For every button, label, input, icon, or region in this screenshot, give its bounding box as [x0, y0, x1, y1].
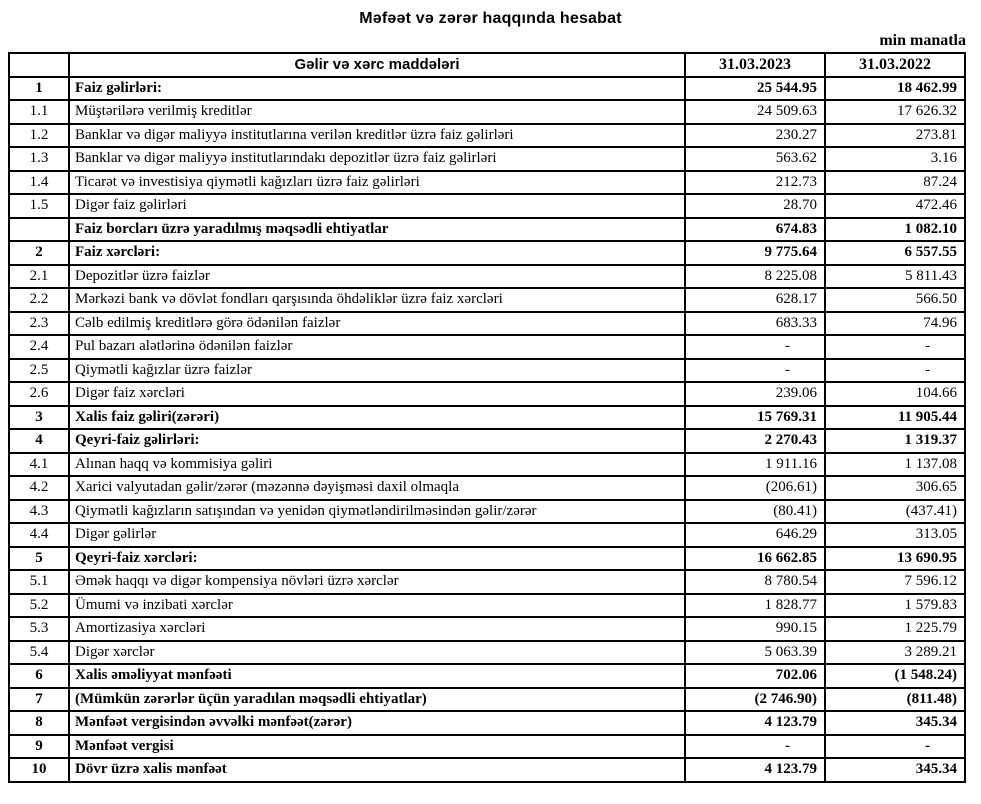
table-row [9, 124, 965, 148]
table-row [9, 570, 965, 594]
row-value-2023: 5 063.39 [685, 641, 825, 665]
row-value-2022: (1 548.24) [825, 664, 965, 688]
row-value-2023: 24 509.63 [685, 100, 825, 124]
unit-note: min manatla [879, 32, 966, 49]
table-row [9, 100, 965, 124]
table-row [9, 218, 965, 242]
table-row [9, 265, 965, 289]
row-number: 4.4 [9, 523, 69, 547]
row-value-2023: 9 775.64 [685, 241, 825, 265]
row-number: 1.2 [9, 124, 69, 148]
row-number: 1.5 [9, 194, 69, 218]
row-value-2022: 3.16 [825, 147, 965, 171]
row-number: 10 [9, 758, 69, 782]
row-value-2023: (206.61) [685, 476, 825, 500]
table-row [9, 312, 965, 336]
row-number: 2.5 [9, 359, 69, 383]
row-value-2023: 28.70 [685, 194, 825, 218]
row-item-label: Mərkəzi bank və dövlət fondları qarşısında öhdəliklər üzrə faiz xərcləri [69, 288, 685, 312]
row-item-label: Amortizasiya xərcləri [69, 617, 685, 641]
row-value-2023: 230.27 [685, 124, 825, 148]
row-item-label: Əmək haqqı və digər kompensiya növləri üzrə xərclər [69, 570, 685, 594]
row-value-2023: 1 828.77 [685, 594, 825, 618]
row-value-2023: 628.17 [685, 288, 825, 312]
row-number: 4.3 [9, 500, 69, 524]
table-row [9, 429, 965, 453]
row-value-2022: 1 225.79 [825, 617, 965, 641]
row-value-2022: 7 596.12 [825, 570, 965, 594]
row-value-2023: - [685, 735, 825, 759]
row-value-2023: 25 544.95 [685, 77, 825, 101]
row-number: 4.1 [9, 453, 69, 477]
row-value-2023: - [685, 359, 825, 383]
row-value-2022: 1 137.08 [825, 453, 965, 477]
income-statement-table [8, 52, 966, 783]
table-row [9, 359, 965, 383]
table-row [9, 453, 965, 477]
row-item-label: Faiz borcları üzrə yaradılmış məqsədli ehtiyatlar [69, 218, 685, 242]
row-value-2022: - [825, 735, 965, 759]
table-row [9, 735, 965, 759]
row-value-2023: 16 662.85 [685, 547, 825, 571]
row-number: 2.3 [9, 312, 69, 336]
row-value-2023: 646.29 [685, 523, 825, 547]
header-row [9, 53, 965, 77]
row-number: 2 [9, 241, 69, 265]
row-value-2022: 3 289.21 [825, 641, 965, 665]
row-number: 3 [9, 406, 69, 430]
row-value-2023: 15 769.31 [685, 406, 825, 430]
row-item-label: Qeyri-faiz gəlirləri: [69, 429, 685, 453]
row-item-label: Mənfəət vergisindən əvvəlki mənfəət(zərər) [69, 711, 685, 735]
row-value-2023: 239.06 [685, 382, 825, 406]
row-item-label: Qiymətli kağızlar üzrə faizlər [69, 359, 685, 383]
header-number-column [9, 53, 69, 77]
table-row [9, 500, 965, 524]
table-row [9, 194, 965, 218]
row-value-2023: 8 780.54 [685, 570, 825, 594]
table-row [9, 288, 965, 312]
table-row [9, 758, 965, 782]
row-value-2022: 566.50 [825, 288, 965, 312]
row-value-2022: (811.48) [825, 688, 965, 712]
table-row [9, 688, 965, 712]
row-item-label: Cəlb edilmiş kreditlərə görə ödənilən faizlər [69, 312, 685, 336]
row-value-2022: 5 811.43 [825, 265, 965, 289]
row-item-label: (Mümkün zərərlər üçün yaradılan məqsədli ehtiyatlar) [69, 688, 685, 712]
table-row [9, 617, 965, 641]
row-item-label: Ümumi və inzibati xərclər [69, 594, 685, 618]
row-item-label: Digər xərclər [69, 641, 685, 665]
row-item-label: Xarici valyutadan gəlir/zərər (məzənnə dəyişməsi daxil olmaqla [69, 476, 685, 500]
row-value-2023: (80.41) [685, 500, 825, 524]
row-value-2022: 313.05 [825, 523, 965, 547]
table-row [9, 641, 965, 665]
row-value-2022: 1 319.37 [825, 429, 965, 453]
row-number: 5.3 [9, 617, 69, 641]
table-row [9, 594, 965, 618]
row-item-label: Depozitlər üzrə faizlər [69, 265, 685, 289]
row-value-2022: 87.24 [825, 171, 965, 195]
table-row [9, 335, 965, 359]
row-value-2022: 472.46 [825, 194, 965, 218]
row-item-label: Banklar və digər maliyyə institutlarına verilən kreditlər üzrə faiz gəlirləri [69, 124, 685, 148]
row-value-2022: 6 557.55 [825, 241, 965, 265]
table-body [9, 77, 965, 782]
row-number: 5.2 [9, 594, 69, 618]
row-number: 2.4 [9, 335, 69, 359]
row-item-label: Xalis faiz gəliri(zərəri) [69, 406, 685, 430]
header-items-column: Gəlir və xərc maddələri [69, 53, 685, 77]
row-number [9, 218, 69, 242]
row-value-2022: (437.41) [825, 500, 965, 524]
row-item-label: Dövr üzrə xalis mənfəət [69, 758, 685, 782]
row-item-label: Digər gəlirlər [69, 523, 685, 547]
row-item-label: Qeyri-faiz xərcləri: [69, 547, 685, 571]
row-number: 1.1 [9, 100, 69, 124]
row-value-2022: - [825, 335, 965, 359]
row-number: 5 [9, 547, 69, 571]
row-number: 6 [9, 664, 69, 688]
header-date-2023: 31.03.2023 [685, 53, 825, 77]
row-item-label: Pul bazarı alətlərinə ödənilən faizlər [69, 335, 685, 359]
table-row [9, 171, 965, 195]
table-row [9, 77, 965, 101]
row-item-label: Alınan haqq və kommisiya gəliri [69, 453, 685, 477]
row-number: 1.4 [9, 171, 69, 195]
row-number: 2.2 [9, 288, 69, 312]
row-value-2022: - [825, 359, 965, 383]
table-row [9, 406, 965, 430]
row-item-label: Qiymətli kağızların satışından və yenidən qiymətləndirilməsindən gəlir/zərər [69, 500, 685, 524]
row-value-2022: 17 626.32 [825, 100, 965, 124]
row-value-2023: 2 270.43 [685, 429, 825, 453]
table-row [9, 547, 965, 571]
row-item-label: Müştərilərə verilmiş kreditlər [69, 100, 685, 124]
header-date-2022: 31.03.2022 [825, 53, 965, 77]
page-title: Məfəət və zərər haqqında hesabat [359, 10, 622, 27]
row-item-label: Faiz gəlirləri: [69, 77, 685, 101]
row-number: 9 [9, 735, 69, 759]
row-number: 2.1 [9, 265, 69, 289]
row-number: 7 [9, 688, 69, 712]
row-item-label: Banklar və digər maliyyə institutlarındakı depozitlər üzrə faiz gəlirləri [69, 147, 685, 171]
row-number: 2.6 [9, 382, 69, 406]
row-value-2023: 990.15 [685, 617, 825, 641]
row-item-label: Xalis əməliyyat mənfəəti [69, 664, 685, 688]
table-row [9, 382, 965, 406]
row-item-label: Mənfəət vergisi [69, 735, 685, 759]
row-value-2023: 563.62 [685, 147, 825, 171]
row-value-2023: 4 123.79 [685, 711, 825, 735]
row-number: 4 [9, 429, 69, 453]
row-value-2022: 104.66 [825, 382, 965, 406]
table-row [9, 241, 965, 265]
row-value-2022: 273.81 [825, 124, 965, 148]
row-value-2022: 306.65 [825, 476, 965, 500]
row-number: 5.4 [9, 641, 69, 665]
row-item-label: Faiz xərcləri: [69, 241, 685, 265]
row-item-label: Digər faiz gəlirləri [69, 194, 685, 218]
row-value-2022: 13 690.95 [825, 547, 965, 571]
row-value-2023: 702.06 [685, 664, 825, 688]
row-value-2023: 8 225.08 [685, 265, 825, 289]
row-value-2023: 674.83 [685, 218, 825, 242]
table-row [9, 147, 965, 171]
row-value-2022: 345.34 [825, 711, 965, 735]
row-value-2022: 18 462.99 [825, 77, 965, 101]
row-item-label: Ticarət və investisiya qiymətli kağızları üzrə faiz gəlirləri [69, 171, 685, 195]
row-value-2023: 683.33 [685, 312, 825, 336]
row-value-2023: 1 911.16 [685, 453, 825, 477]
table-row [9, 711, 965, 735]
row-value-2022: 74.96 [825, 312, 965, 336]
row-number: 5.1 [9, 570, 69, 594]
row-value-2023: 212.73 [685, 171, 825, 195]
table-row [9, 523, 965, 547]
row-value-2022: 1 082.10 [825, 218, 965, 242]
table-row [9, 664, 965, 688]
table-row [9, 476, 965, 500]
row-value-2023: 4 123.79 [685, 758, 825, 782]
row-value-2022: 1 579.83 [825, 594, 965, 618]
row-value-2022: 11 905.44 [825, 406, 965, 430]
row-number: 4.2 [9, 476, 69, 500]
row-item-label: Digər faiz xərcləri [69, 382, 685, 406]
row-number: 1.3 [9, 147, 69, 171]
row-number: 8 [9, 711, 69, 735]
row-number: 1 [9, 77, 69, 101]
row-value-2023: - [685, 335, 825, 359]
row-value-2023: (2 746.90) [685, 688, 825, 712]
row-value-2022: 345.34 [825, 758, 965, 782]
